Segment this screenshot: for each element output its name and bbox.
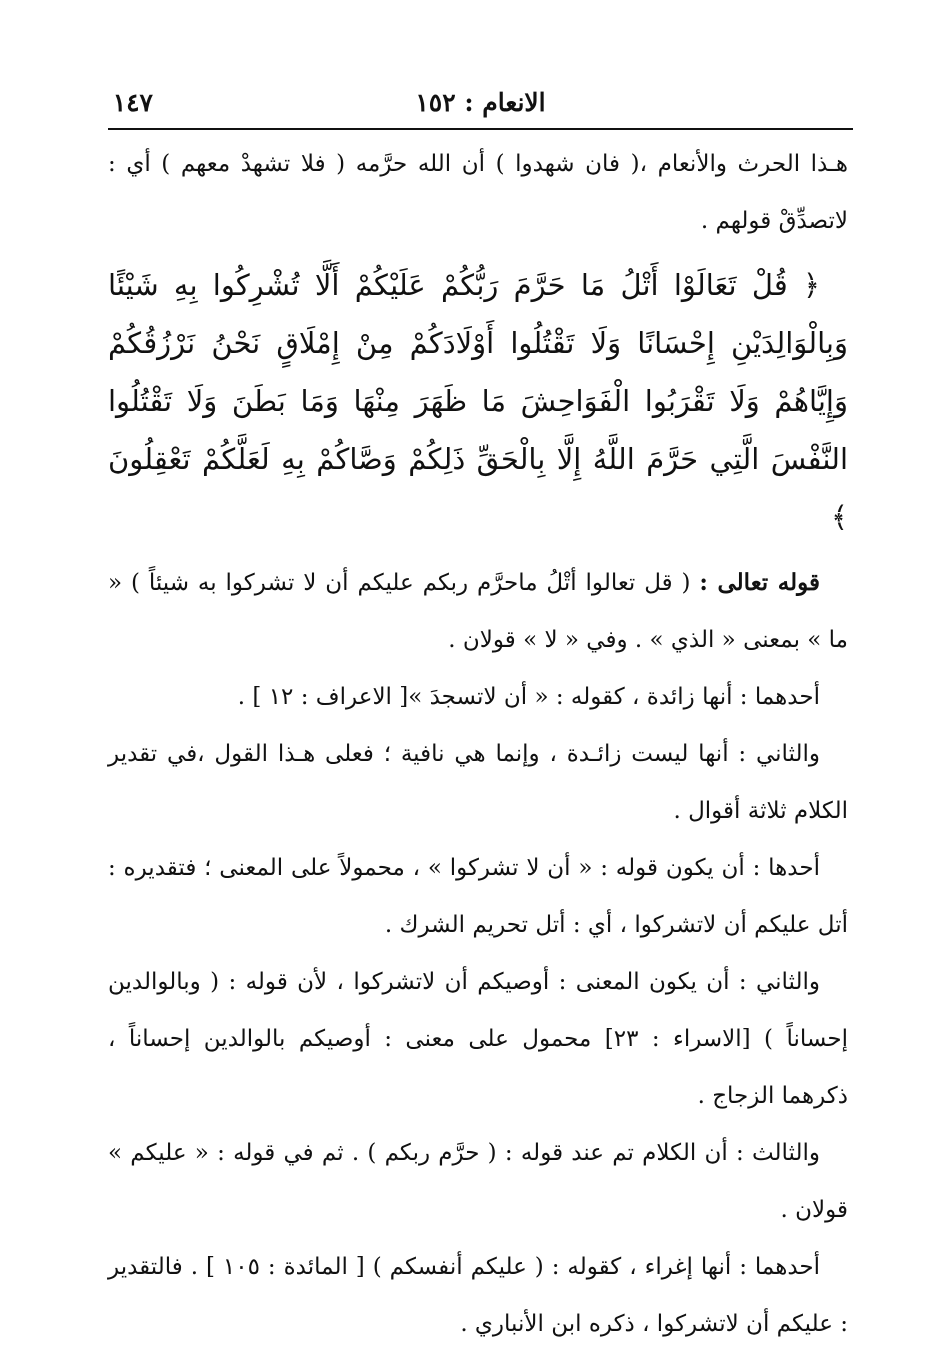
commentary-lead: قوله تعالى : bbox=[699, 569, 821, 596]
page-number: ١٤٧ bbox=[112, 88, 153, 117]
paragraph-second-opinion: والثاني : أنها ليست زائـدة ، وإنما هي نافية ؛ فعلى هـذا القول ،في تقدير الكلام ثلاثة أقوال . bbox=[108, 741, 848, 824]
paragraph-first-opinion: أحدهما : أنها زائدة ، كقوله : « أن لاتسجدَ »[ الاعراف : ١٢ ] . bbox=[237, 684, 820, 710]
page-header bbox=[108, 84, 853, 124]
surah-reference: الانعام : ١٥٢ bbox=[415, 88, 546, 117]
paragraph-view-one: أحدها : أن يكون قوله : « أن لا تشركوا » ، محمولاً على المعنى ؛ فتقديره : أتل عليكم أن لاتشركوا ، أي : أتل تحريم الشرك . bbox=[108, 855, 848, 938]
paragraph-view-three: والثالث : أن الكلام تم عند قوله : ( حرَّم ربكم ) . ثم في قوله : « عليكم » قولان . bbox=[108, 1140, 848, 1223]
page-body bbox=[108, 136, 848, 1353]
quran-verse: ﴿ قُلْ تَعَالَوْا أَتْلُ مَا حَرَّمَ رَبُّكُمْ عَلَيْكُمْ أَلَّا تُشْرِكُوا بِهِ شَيْئًا وَبِالْوَالِدَيْنِ إِحْسَانًا وَلَا تَقْتُلُوا أَوْلَادَكُمْ مِنْ إِمْلَاقٍ نَحْنُ نَرْزُقُكُمْ وَإِيَّاهُمْ وَلَا تَقْرَبُوا الْفَوَاحِشَ مَا ظَهَرَ مِنْهَا وَمَا بَطَنَ وَلَا تَقْتُلُوا النَّفْسَ الَّتِي حَرَّمَ اللَّهُ إِلَّا بِالْحَقِّ ذَلِكُمْ وَصَّاكُمْ بِهِ لَعَلَّكُمْ تَعْقِلُونَ ﴾ bbox=[108, 268, 848, 534]
paragraph-view-two: والثاني : أن يكون المعنى : أوصيكم أن لاتشركوا ، لأن قوله : ( وبالوالدين إحساناً ) [الاسراء : ٢٣] محمول على معنى : أوصيكم بالوالدين إحساناً ، ذكرهما الزجاج . bbox=[108, 969, 848, 1109]
paragraph-igra: أحدهما : أنها إغراء ، كقوله : ( عليكم أنفسكم ) [ المائدة : ١٠٥ ] . فالتقدير : عليكم أن لاتشركوا ، ذكره ابن الأنباري . bbox=[108, 1254, 848, 1337]
paragraph-commentary bbox=[108, 554, 848, 669]
commentary-text: ( قل تعالوا أتْلُ ماحرَّم ربكم عليكم أن لا تشركوا به شيئاً ) « ما » بمعنى « الذي » . وفي « لا » قولان . bbox=[108, 570, 848, 653]
paragraph-intro: هـذا الحرث والأنعام ،( فان شهدوا ) أن الله حرَّمه ( فلا تشهدْ معهم ) أي : لاتصدِّقْ قولهم . bbox=[108, 151, 848, 234]
header-divider bbox=[108, 128, 853, 130]
